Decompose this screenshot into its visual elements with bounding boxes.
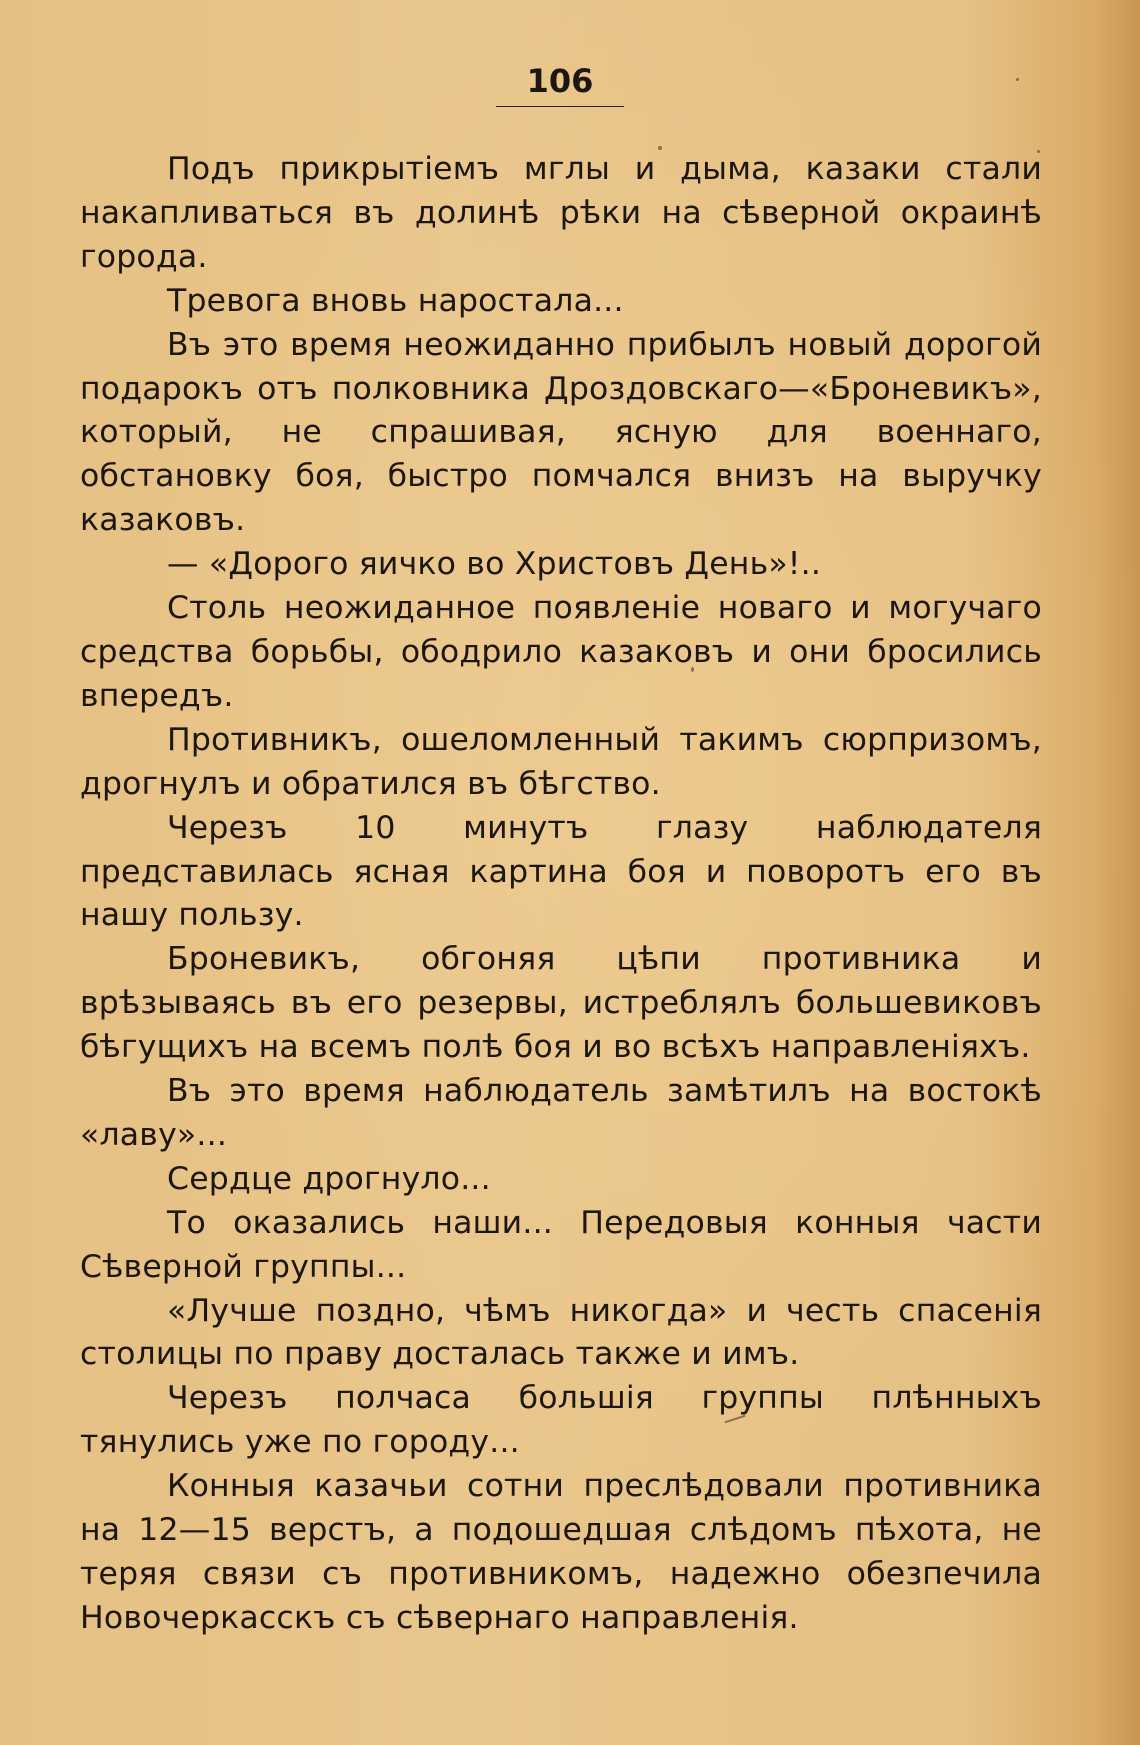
paragraph: Черезъ 10 минутъ глазу наблюдателя представилась ясная картина боя и поворотъ его въ нашу пользу.: [80, 809, 1042, 934]
paragraph: Тревога вновь наростала...: [167, 282, 624, 319]
paragraph: Черезъ полчаса большія группы плѣнныхъ тянулись уже по городу...: [80, 1380, 1042, 1461]
page-number-rule: [496, 106, 624, 107]
paragraph: Броневикъ, обгоняя цѣпи противника и врѣзываясь въ его резервы, истреблялъ большевиковъ бѣгущихъ на всемъ полѣ боя и во всѣхъ направленіяхъ.: [80, 941, 1042, 1066]
paragraph: Сердце дрогнуло...: [167, 1160, 491, 1197]
paragraph: Столь неожиданное появленіе новаго и могучаго средства борьбы, ободрило казаковъ и они бросились впередъ.: [80, 590, 1042, 714]
paragraph: «Лучше поздно, чѣмъ никогда» и честь спасенія столицы по праву досталась также и имъ.: [80, 1292, 1042, 1373]
paragraph: То оказались наши... Передовыя конныя части Сѣверной группы...: [80, 1204, 1042, 1285]
paragraph: Подъ прикрытіемъ мглы и дыма, казаки стали накапливаться въ долинѣ рѣки на сѣверной окраинѣ города.: [80, 151, 1042, 275]
paragraph: Въ это время наблюдатель замѣтилъ на востокѣ «лаву»...: [80, 1073, 1042, 1153]
page-number: 106: [526, 62, 594, 100]
text-body: [80, 148, 1042, 1641]
paragraph: Въ это время неожиданно прибылъ новый дорогой подарокъ отъ полковника Дроздовскаго—«Броневикъ», который, не спрашивая, ясную для военнаго, обстановку боя, быстро помчался внизъ на выручку казаковъ.: [80, 326, 1042, 539]
paper-speck: [1016, 78, 1019, 81]
paragraph: Противникъ, ошеломленный такимъ сюрпризомъ, дрогнулъ и обратился въ бѣгство.: [80, 721, 1042, 802]
paragraph: — «Дорого яичко во Христовъ День»!..: [167, 546, 822, 583]
paragraph: Конныя казачьи сотни преслѣдовали противника на 12—15 верстъ, а подошедшая слѣдомъ пѣхота, не теряя связи съ противникомъ, надежно обезпечила Новочеркасскъ съ сѣвернаго направленія.: [80, 1468, 1042, 1636]
